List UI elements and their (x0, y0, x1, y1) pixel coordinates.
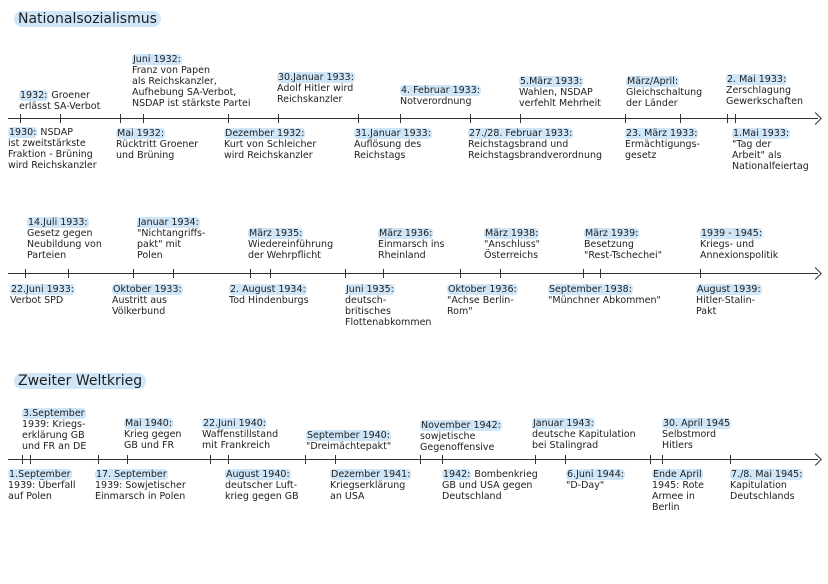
timeline-tick (127, 455, 128, 464)
timeline-event: September 1940: "Dreimächtepakt" (306, 430, 392, 452)
timeline-event: Mai 1932: Rücktritt Groener und Brüning (116, 128, 199, 161)
timeline-event: Januar 1943: deutsche Kapitulation bei Stalingrad (532, 418, 636, 451)
timeline-tick (173, 269, 174, 278)
timeline-tick (735, 114, 736, 123)
timeline-tick (335, 455, 336, 464)
timeline-event: März 1939: Besetzung "Rest-Tschechei" (584, 228, 662, 261)
timeline-tick (120, 114, 121, 123)
timeline-tick (60, 114, 61, 123)
timeline-event: Oktober 1936: "Achse Berlin- Rom" (447, 284, 517, 317)
timeline-event: 30.Januar 1933: Adolf Hitler wird Reichskanzler (277, 72, 354, 105)
timeline-tick (565, 455, 566, 464)
timeline-event: März/April: Gleichschaltung der Länder (626, 76, 703, 109)
timeline-event: 6.Juni 1944: "D-Day" (566, 469, 624, 491)
timeline-tick (470, 114, 471, 123)
timeline-event: 1.September 1939: Überfall auf Polen (8, 469, 76, 502)
section-title: Zweiter Weltkrieg (14, 373, 146, 389)
timeline-axis (8, 118, 818, 119)
timeline-event: 1942: Bombenkrieg GB und USA gegen Deutschland (442, 469, 538, 502)
timeline-tick (30, 455, 31, 464)
timeline-tick (500, 269, 501, 278)
timeline-event: September 1938: "Münchner Abkommen" (548, 284, 661, 306)
timeline-event: Dezember 1941: Kriegserklärung an USA (330, 469, 411, 502)
timeline-event: 22.Juni 1940: Waffenstillstand mit Frankreich (202, 418, 279, 451)
timeline-tick (250, 269, 251, 278)
timeline-event: 2. Mai 1933: Zerschlagung Gewerkschaften (726, 74, 804, 107)
timeline-tick (650, 455, 651, 464)
timeline-event: 31.Januar 1933: Auflösung des Reichstags (354, 128, 431, 161)
timeline-tick (600, 269, 601, 278)
timeline-tick (20, 114, 21, 123)
timeline-tick (535, 455, 536, 464)
timeline-event: 22.Juni 1933: Verbot SPD (10, 284, 74, 306)
timeline-event: November 1942: sowjetische Gegenoffensive (420, 420, 501, 453)
timeline-tick (662, 455, 663, 464)
timeline-tick (98, 455, 99, 464)
timeline-event: 23. März 1933: Ermächtigungs- gesetz (625, 128, 700, 161)
timeline-tick (305, 455, 306, 464)
timeline-event: Oktober 1933: Austritt aus Völkerbund (112, 284, 182, 317)
timeline-event: März 1938: "Anschluss" Österreichs (484, 228, 541, 261)
timeline-event: 1.Mai 1933: "Tag der Arbeit" als Nationalfeiertag (732, 128, 809, 172)
timeline-event: 1930: NSDAP ist zweitstärkste Fraktion - Brüning wird Reichskanzler (8, 127, 97, 171)
timeline-event: 1932: Groener erlässt SA-Verbot (19, 90, 101, 112)
timeline-tick (520, 114, 521, 123)
timeline-event: Januar 1934: "Nichtangriffs- pakt" mit Polen (137, 217, 206, 261)
timeline-event: 30. April 1945 Selbstmord Hitlers (662, 418, 731, 451)
timeline-tick (68, 269, 69, 278)
section-title: Nationalsozialismus (14, 11, 161, 27)
timeline-axis (8, 273, 818, 274)
timeline-tick (210, 455, 211, 464)
timeline-tick (400, 114, 401, 123)
timeline-tick (700, 269, 701, 278)
timeline-tick (22, 455, 23, 464)
timeline-tick (278, 114, 279, 123)
timeline-tick (680, 114, 681, 123)
timeline-event: März 1935: Wiedereinführung der Wehrpflicht (248, 228, 334, 261)
timeline-tick (228, 455, 229, 464)
timeline-tick (25, 269, 26, 278)
timeline-tick (460, 269, 461, 278)
timeline-event: 7./8. Mai 1945: Kapitulation Deutschlands (730, 469, 803, 502)
timeline-tick (583, 269, 584, 278)
timeline-tick (358, 114, 359, 123)
timeline-tick (420, 455, 421, 464)
timeline-event: August 1939: Hitler-Stalin- Pakt (696, 284, 761, 317)
timeline-tick (442, 455, 443, 464)
timeline-tick (228, 114, 229, 123)
timeline-axis (8, 459, 818, 460)
timeline-event: 14.Juli 1933: Gesetz gegen Neubildung von Parteien (27, 217, 102, 261)
timeline-event: Mai 1940: Krieg gegen GB und FR (124, 418, 182, 451)
timeline-event: Ende April 1945: Rote Armee in Berlin (652, 469, 704, 513)
timeline-event: 3.September 1939: Kriegs- erklärung GB und FR an DE (22, 408, 87, 452)
timeline-event: 17. September 1939: Sowjetischer Einmarsch in Polen (95, 469, 186, 502)
timeline-event: August 1940: deutscher Luft- krieg gegen GB (225, 469, 299, 502)
timeline-event: 4. Februar 1933: Notverordnung (400, 85, 480, 107)
timeline-tick (383, 269, 384, 278)
timeline-event: 2. August 1934: Tod Hindenburgs (229, 284, 309, 306)
timeline-tick (727, 114, 728, 123)
timeline-event: 1939 - 1945: Kriegs- und Annexionspolitik (700, 228, 779, 261)
timeline-event: 27./28. Februar 1933: Reichstagsbrand und Reichstagsbrandverordnung (468, 128, 603, 161)
timeline-tick (133, 269, 134, 278)
timeline-event: Dezember 1932: Kurt von Schleicher wird Reichskanzler (224, 128, 317, 161)
timeline-event: Juni 1935: deutsch- britisches Flottenabkommen (345, 284, 432, 328)
timeline-tick (270, 269, 271, 278)
timeline-event: März 1936: Einmarsch ins Rheinland (378, 228, 445, 261)
timeline-tick (345, 269, 346, 278)
timeline-tick (143, 114, 144, 123)
timeline-event: 5.März 1933: Wahlen, NSDAP verfehlt Mehrheit (519, 76, 601, 109)
timeline-event: Juni 1932: Franz von Papen als Reichskanzler, Aufhebung SA-Verbot, NSDAP ist stärkste Partei (132, 54, 251, 109)
timeline-tick (730, 455, 731, 464)
timeline-tick (625, 114, 626, 123)
